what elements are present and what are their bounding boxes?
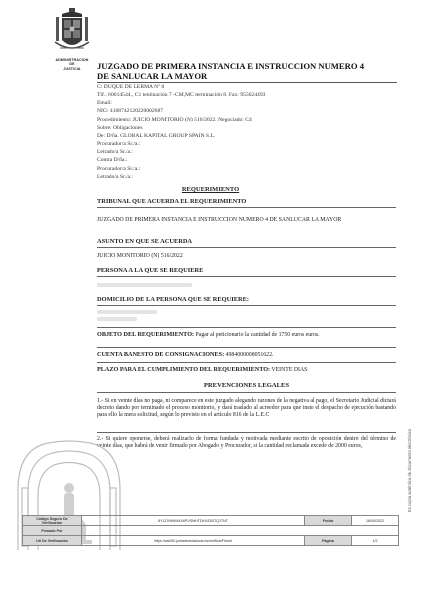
redacted-name bbox=[97, 283, 192, 287]
table-row bbox=[23, 526, 399, 536]
codigo-label: Código Seguro De Verificación bbox=[23, 516, 82, 526]
nig-number: NIG: 4108742120220002687 bbox=[97, 108, 164, 115]
court-phone: Tlf.: 60014544., C1 tentinación 7 -CM,MC terminación 8. Fax: 955624493 bbox=[97, 92, 266, 99]
authentic-copy-note: Es copia auténtica de documento electrónico bbox=[407, 428, 412, 512]
codigo-value: 8Y1ZVWNW4X6PVSMHTDKHZ6STQJTNT bbox=[82, 516, 305, 526]
redacted-address-2 bbox=[97, 317, 137, 321]
court-email: Email: bbox=[97, 100, 112, 107]
asunto-heading: ASUNTO EN QUE SE ACUERDA bbox=[97, 238, 193, 245]
document-title: REQUERIMIENTO bbox=[181, 186, 240, 193]
tribunal-heading: TRIBUNAL QUE ACUERDA EL REQUERIMIENTO bbox=[97, 198, 247, 205]
defendant: Contra D/ña.: bbox=[97, 157, 128, 164]
prevencion-2: 2.- Si quiere oponerse, deberá realizarlo de forma fundada y motivada mediante escrito de oposición dentro del término de veinte días, que habrá de venir firmado por Abogado y Procurador, si la cantidad reclamada excede de 2000 euros, bbox=[97, 436, 396, 450]
court-title-line-2: DE SANLUCAR LA MAYOR bbox=[97, 71, 208, 81]
table-row bbox=[23, 536, 399, 546]
firmado-label: Firmado Por bbox=[23, 526, 82, 536]
cuenta-label: CUENTA BANESTO DE CONSIGNACIONES: bbox=[97, 351, 225, 358]
procedure: Procedimiento: JUICIO MONITORIO (N) 516/2022. Negociado: C4 bbox=[97, 116, 252, 123]
section-divider bbox=[97, 362, 396, 363]
court-title bbox=[97, 61, 397, 81]
admin-line-2: DE bbox=[69, 62, 75, 67]
fecha-value: 16/05/2022 bbox=[352, 516, 399, 526]
plaintiff: De: D/ña. GLOBAL KAPITAL GROUP SPAIN S.L. bbox=[97, 132, 216, 139]
persona-heading: PERSONA A LA QUE SE REQUIERE bbox=[97, 267, 204, 274]
section-divider bbox=[97, 432, 396, 433]
section-divider bbox=[97, 327, 396, 328]
admin-line-1: ADMINISTRACION bbox=[55, 58, 89, 62]
redacted-address-1 bbox=[97, 310, 157, 314]
tribunal-text: JUZGADO DE PRIMERA INSTANCIA E INSTRUCCION NUMERO 4 DE SANLUCAR LA MAYOR bbox=[97, 217, 342, 223]
objeto-paragraph bbox=[97, 331, 396, 339]
defendant-procurator: Procurador/a Sr./a.: bbox=[97, 165, 141, 172]
url-value[interactable]: https://ws050.juntadeandalucia.es/verificarFirma/ bbox=[82, 536, 305, 546]
objeto-text: Pagar al peticionario la cantidad de 1750 euros euros. bbox=[194, 332, 320, 338]
prevenciones-title: PREVENCIONES LEGALES bbox=[203, 382, 290, 389]
plazo-label: PLAZO PARA EL CUMPLIMIENTO DEL REQUERIMIENTO: bbox=[97, 366, 271, 373]
verification-table bbox=[22, 515, 399, 546]
admin-line-3: JUSTICIA bbox=[63, 66, 81, 71]
defendant-lawyer: Letrado/a Sr./a.: bbox=[97, 173, 133, 180]
section-divider bbox=[97, 247, 396, 248]
case-details bbox=[97, 83, 397, 181]
cuenta-value: 4984000008051622. bbox=[224, 352, 274, 358]
asunto-text: JUICIO MONITORIO (N) 516/2022 bbox=[97, 253, 183, 259]
administracion-de-justicia-label bbox=[44, 58, 100, 71]
plazo-line bbox=[97, 366, 396, 374]
domicilio-heading: DOMICILIO DE LA PERSONA QUE SE REQUIERE: bbox=[97, 296, 249, 303]
section-divider bbox=[97, 207, 396, 208]
fecha-label: Fecha bbox=[305, 516, 352, 526]
table-row bbox=[23, 516, 399, 526]
court-address: C/ DUQUE DE LERMA Nº 8 bbox=[97, 84, 165, 90]
court-title-line-1: JUZGADO DE PRIMERA INSTANCIA E INSTRUCCION NUMERO 4 bbox=[97, 61, 364, 71]
pagina-value: 1/2 bbox=[352, 536, 399, 546]
coat-of-arms-logo bbox=[52, 8, 92, 60]
section-divider bbox=[97, 276, 396, 277]
section-divider bbox=[97, 347, 396, 348]
plazo-value: VEINTE DIAS bbox=[270, 367, 308, 373]
url-label: Url De Verificación bbox=[23, 536, 82, 546]
subject: Sobre: Obligaciones bbox=[97, 124, 143, 131]
pagina-label: Página bbox=[305, 536, 352, 546]
cuenta-line bbox=[97, 351, 396, 359]
objeto-label: OBJETO DEL REQUERIMIENTO: bbox=[97, 331, 195, 338]
section-divider bbox=[97, 305, 396, 306]
firmado-value bbox=[82, 526, 399, 536]
section-divider bbox=[97, 392, 396, 393]
prevencion-1: 1.- Si en veinte días no paga, ni comparece en este juzgado alegando razones de la negativa al pago, el Secretario Judicial dictará decreto dando por terminado el proceso monitorio, y dará traslado al acreedor para que inste el despacho de ejecución bastando para ello la mera solicitud, según lo previsto en el artículo 816 de la L.E.C bbox=[97, 398, 396, 419]
plaintiff-lawyer: Letrado/a Sr./a.: bbox=[97, 149, 133, 156]
plaintiff-procurator: Procurador/a Sr./a.: bbox=[97, 141, 141, 148]
